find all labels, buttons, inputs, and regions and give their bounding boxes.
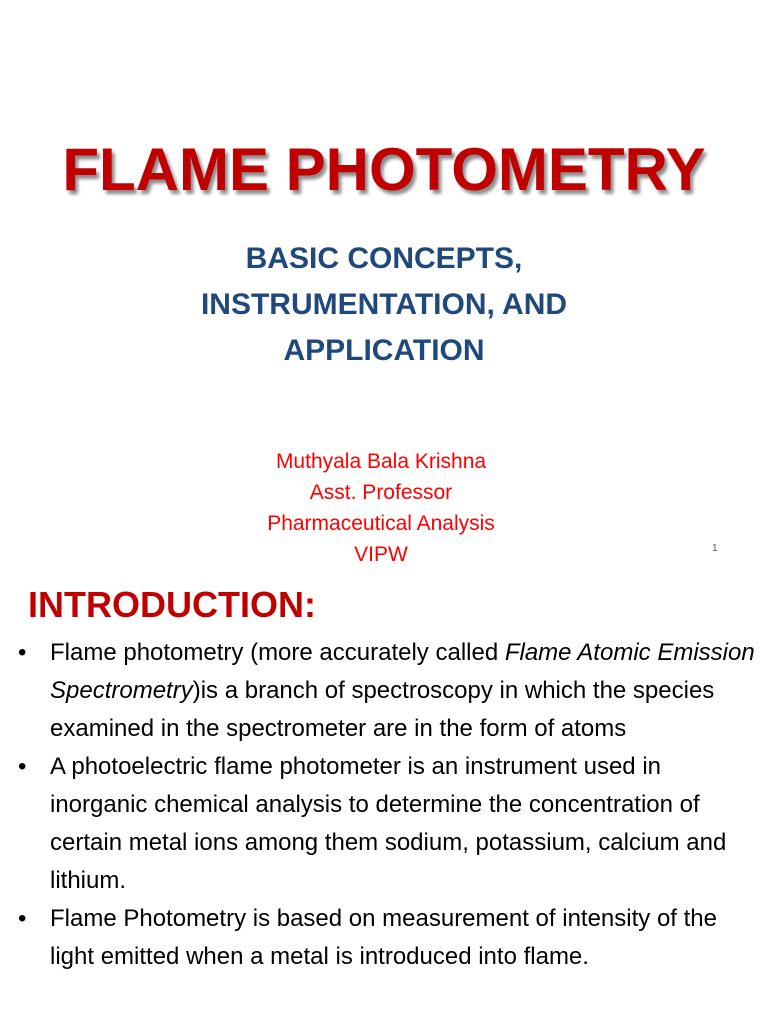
slide-subtitle — [0, 236, 768, 374]
section-heading: INTRODUCTION: — [28, 584, 316, 625]
bullet-icon: • — [18, 753, 27, 780]
subtitle-line: BASIC CONCEPTS, — [245, 242, 523, 275]
bullet-text-post: )is a branch of spectroscopy in which the species examined in the spectrometer are in the form of atoms — [50, 677, 715, 742]
bullet-icon: • — [18, 639, 27, 666]
bullet-text: A photoelectric flame photometer is an instrument used in inorganic chemical analysis to determine the concentration of certain metal ions among them sodium, potassium, calcium and lithium. — [50, 753, 727, 894]
subtitle-line: APPLICATION — [283, 334, 485, 367]
author-name: Muthyala Bala Krishna — [275, 450, 487, 473]
list-item — [18, 748, 758, 900]
bullet-text-italic: Flame Atomic Emission Spectrometry — [50, 639, 755, 704]
subtitle-line: INSTRUMENTATION, AND — [200, 288, 568, 321]
author-institution: VIPW — [354, 543, 408, 566]
bullet-list — [18, 634, 758, 976]
list-item — [18, 900, 758, 976]
slide-title: FLAME PHOTOMETRY — [62, 136, 706, 203]
author-position: Asst. Professor — [309, 481, 453, 504]
author-department: Pharmaceutical Analysis — [267, 512, 495, 535]
list-item — [18, 634, 758, 748]
bullet-text-pre: Flame photometry (more accurately called — [50, 639, 505, 666]
bullet-text: Flame Photometry is based on measurement of intensity of the light emitted when a metal is introduced into flame. — [50, 905, 717, 970]
bullet-icon: • — [18, 905, 27, 932]
page-number: 1 — [712, 543, 718, 554]
author-block — [0, 446, 762, 570]
